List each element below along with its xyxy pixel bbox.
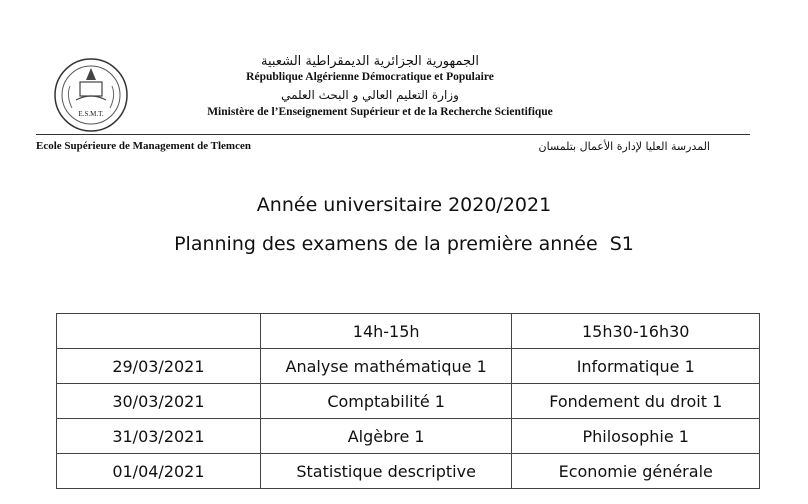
header-cell-date <box>57 314 261 349</box>
exam-schedule-table <box>56 313 760 489</box>
svg-text:E.S.M.T.: E.S.M.T. <box>78 110 104 118</box>
table-row <box>57 419 760 454</box>
header-arabic-ministry: وزارة التعليم العالي و البحث العلمي <box>281 88 459 102</box>
table-header-row <box>57 314 760 349</box>
cell-date: 01/04/2021 <box>57 454 261 489</box>
header-french-republic: République Algérienne Démocratique et Populaire <box>246 71 494 83</box>
cell-slot2: Philosophie 1 <box>512 419 760 454</box>
school-name-ar: المدرسة العليا لإدارة الأعمال بتلمسان <box>538 140 710 153</box>
school-logo <box>50 56 132 134</box>
cell-slot1: Statistique descriptive <box>260 454 512 489</box>
table-row <box>57 349 760 384</box>
header-french-ministry: Ministère de l’Enseignement Supérieur et de la Recherche Scientifique <box>207 106 553 118</box>
document-title: Planning des examens de la première année S1 <box>174 233 634 255</box>
cell-slot2: Economie générale <box>512 454 760 489</box>
cell-date: 31/03/2021 <box>57 419 261 454</box>
header-cell-slot1: 14h-15h <box>260 314 512 349</box>
cell-slot1: Algèbre 1 <box>260 419 512 454</box>
cell-slot2: Fondement du droit 1 <box>512 384 760 419</box>
table-row <box>57 454 760 489</box>
header-cell-slot2: 15h30-16h30 <box>512 314 760 349</box>
academic-year: Année universitaire 2020/2021 <box>256 194 552 216</box>
header-arabic-republic: الجمهورية الجزائرية الديمقراطية الشعبية <box>261 54 479 69</box>
cell-date: 29/03/2021 <box>57 349 261 384</box>
cell-date: 30/03/2021 <box>57 384 261 419</box>
table-row <box>57 384 760 419</box>
cell-slot1: Comptabilité 1 <box>260 384 512 419</box>
header-divider <box>36 134 750 135</box>
cell-slot2: Informatique 1 <box>512 349 760 384</box>
cell-slot1: Analyse mathématique 1 <box>260 349 512 384</box>
school-name-fr: Ecole Supérieure de Management de Tlemcen <box>36 140 251 152</box>
